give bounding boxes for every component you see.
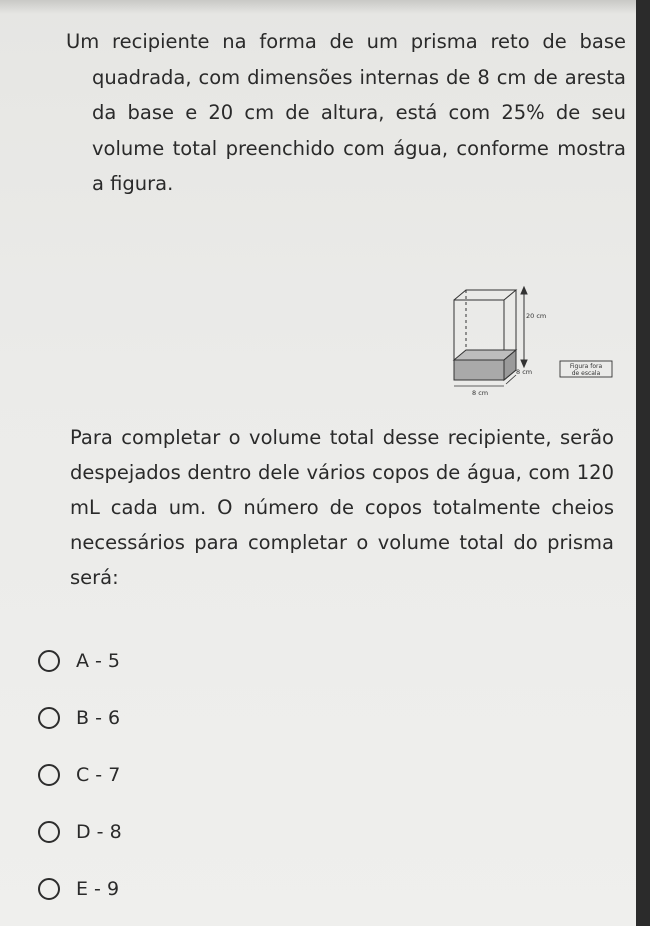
- option-label: D - 8: [76, 820, 122, 843]
- radio-button[interactable]: [38, 707, 60, 729]
- radio-button[interactable]: [38, 764, 60, 786]
- option-c[interactable]: [32, 746, 332, 803]
- option-label: B - 6: [76, 706, 121, 729]
- radio-button[interactable]: [38, 650, 60, 672]
- scale-note-line1: Figura fora: [569, 363, 603, 370]
- depth-label: 8 cm: [516, 368, 533, 376]
- option-a[interactable]: [32, 632, 332, 689]
- width-label: 8 cm: [472, 389, 489, 397]
- option-label: A - 5: [76, 649, 121, 672]
- option-label: E - 9: [76, 877, 120, 900]
- prism-figure: [440, 278, 620, 408]
- answer-options: [32, 632, 332, 917]
- question-prompt: Para completar o volume total desse recipiente, serão despejados dentro dele vários copos de água, com 120 mL cada um. O número de copos totalmente cheios necessários para completar o volume total do prisma será:: [70, 426, 614, 589]
- question-intro: Um recipiente na forma de um prisma reto de base quadrada, com dimensões internas de 8 cm de aresta da base e 20 cm de altura, está com 25% de seu volume total preenchido com água, conforme mostra a figura.: [66, 30, 626, 195]
- scale-note-line2: de escala: [571, 370, 601, 377]
- screen-edge: [636, 0, 650, 926]
- water-volume: [454, 350, 516, 380]
- prism-top-face: [454, 290, 516, 300]
- height-label: 20 cm: [526, 312, 547, 320]
- height-arrow: [521, 287, 527, 367]
- option-label: C - 7: [76, 763, 121, 786]
- option-b[interactable]: [32, 689, 332, 746]
- top-shadow: [0, 0, 650, 14]
- option-d[interactable]: [32, 803, 332, 860]
- radio-button[interactable]: [38, 878, 60, 900]
- radio-button[interactable]: [38, 821, 60, 843]
- option-e[interactable]: [32, 860, 332, 917]
